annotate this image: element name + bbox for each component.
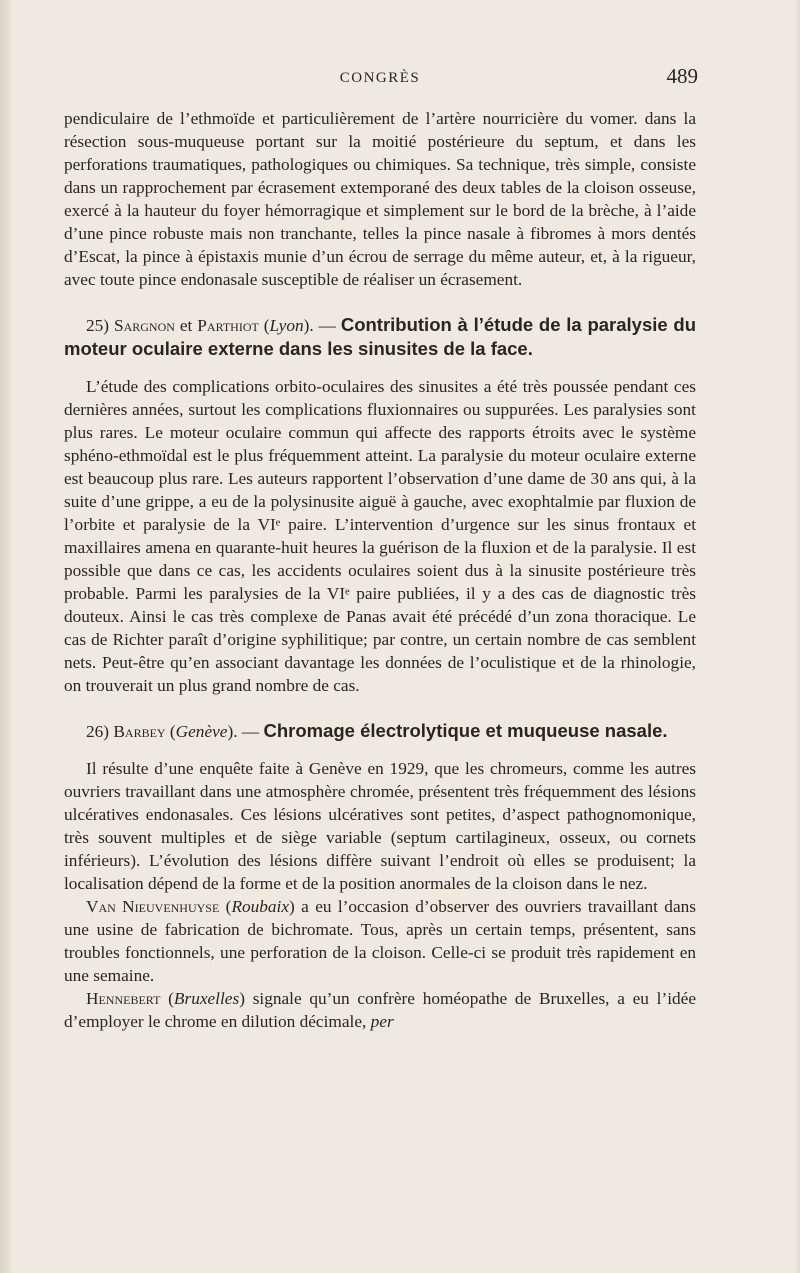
continuation-paragraph: pendiculaire de l’ethmoïde et particulièrement de l’artère nourricière du vomer. dans la résection sous-muqueuse portant sur la moitié postérieure du septum, et dans les perforations traumatiques, pathologiques ou chimiques. Sa technique, très simple, consiste dans un rapprochement par écrasement extemporané des deux tables de la cloison osseuse, exercé à la hauteur du foyer hémorragique et simplement sur le bord de la brèche, à l’aide d’une pince robuste mais non tranchante, telles la pince nasale à fibromes à mors dentés d’Escat, la pince à épistaxis munie d’un écrou de serrage du même auteur, et, à la rigueur, avec toute pince endonasale susceptible de réaliser un écrasement. [64, 109, 696, 289]
section-25-body: L’étude des complications orbito-oculaires des sinusites a été très poussée pendant ces dernières années, surtout les complications fluxionnaires ou suppurées. Les paralysies sont plus rares. Le moteur oculaire commun qui affecte des rapports étroits avec le système sphéno-ethmoïdal est le plus fréquemment atteint. La paralysie du moteur oculaire externe est beaucoup plus rare. Les auteurs rapportent l’observation d’une dame de 30 ans qui, à la suite d’une grippe, a eu de la polysinusite aiguë à gauche, avec exophtalmie par fluxion de l’orbite et paralysie de la VIᵉ paire. L’intervention d’urgence sur les sinus frontaux et maxillaires amena en quarante-huit heures la guérison de la fluxion et de la paralysie. Il est possible que dans ce cas, les accidents oculaires soient dus à la sinusite postérieure très probable. Parmi les paralysies de la VIᵉ paire publiées, il y a des cas de diagnostic très douteux. Ainsi le cas très complexe de Panas avait été précédé d’un zona thoracique. Le cas de Richter paraît d’origine syphilitique; par contre, un certain nombre de cas semblent nets. Peut-être qu’en associant davantage les données de l’oculistique et de la rhinologie, on trouverait un plus grand nombre de cas. [64, 377, 696, 695]
section-26-paragraph-3: Hennebert (Bruxelles) signale qu’un confrère homéopathe de Bruxelles, a eu l’idée d’employer le chrome en dilution décimale, per [64, 989, 697, 1031]
section-26-p2-author: Van Nieuvenhuyse [86, 897, 220, 916]
section-25-heading: 25) Sargnon et Parthiot (Lyon). — Contribution à l’étude de la paralysie du moteur oculaire externe dans les sinusites de la face. [64, 314, 697, 359]
section-26-paragraph-2: Van Nieuvenhuyse (Roubaix) a eu l’occasion d’observer des ouvriers travaillant dans une usine de fabrication de bichromate. Tous, après un certain temps, présentent, sans troubles fonctionnels, une perforation de la cloison. Celle-ci se produit très rapidement en une semaine. [64, 897, 696, 985]
section-26-p3-tail: per [370, 1012, 394, 1031]
page-right-edge [794, 0, 800, 1273]
section-26-heading: 26) Barbey (Genève). — Chromage électrolytique et muqueuse nasale. [64, 719, 696, 743]
section-25-place: Lyon [269, 316, 304, 335]
page-body [64, 107, 696, 1033]
section-26-place: Genève [175, 722, 228, 741]
section-26-p3-author: Hennebert [86, 989, 161, 1008]
page-header [62, 64, 698, 94]
section-25-dash: — [318, 316, 336, 335]
section-25-title: Contribution à l’étude de la paralysie du moteur oculaire externe dans les sinusites de la face. [64, 314, 697, 359]
section-26-p2-text: a eu l’occasion d’observer des ouvriers travaillant dans une usine de fabrication de bichromate. Tous, après un certain temps, présentent, sans troubles fonctionnels, une perforation de la cloison. Celle-ci se produit très rapidement en une semaine. [64, 897, 696, 985]
section-26-p3-text: signale qu’un confrère homéopathe de Bruxelles, a eu l’idée d’employer le chrome en dilution décimale, [64, 989, 697, 1031]
section-26-author: Barbey [113, 722, 166, 741]
page-number: 489 [666, 64, 698, 88]
section-25-number: 25) [86, 316, 110, 335]
section-25-author-2: Parthiot [197, 316, 259, 335]
section-26-p3-place: Bruxelles [173, 989, 240, 1008]
running-head: CONGRÈS [339, 70, 421, 86]
section-26-body-1: Il résulte d’une enquête faite à Genève en 1929, que les chromeurs, comme les autres ouvriers travaillant dans une atmosphère chromée, présentent très fréquemment des lésions ulcératives endonasales. Ces lésions ulcératives sont petites, d’aspect pathognomonique, très souvent multiples et de siège variable (septum cartilagineux, osseux, ou cornets inférieurs). L’évolution des lésions diffère suivant l’endroit où elles se produisent; la localisation dépend de la forme et de la position anormales de la cloison dans le nez. [64, 759, 696, 893]
section-26-dash: — [241, 722, 260, 741]
page-edge-shadow [0, 0, 14, 1273]
section-25-and: et [179, 316, 193, 335]
section-26-title: Chromage électrolytique et muqueuse nasale. [263, 720, 668, 741]
section-26-number: 26) [86, 722, 110, 741]
section-25-author-1: Sargnon [113, 316, 175, 335]
section-26-p2-place: Roubaix [231, 897, 290, 916]
